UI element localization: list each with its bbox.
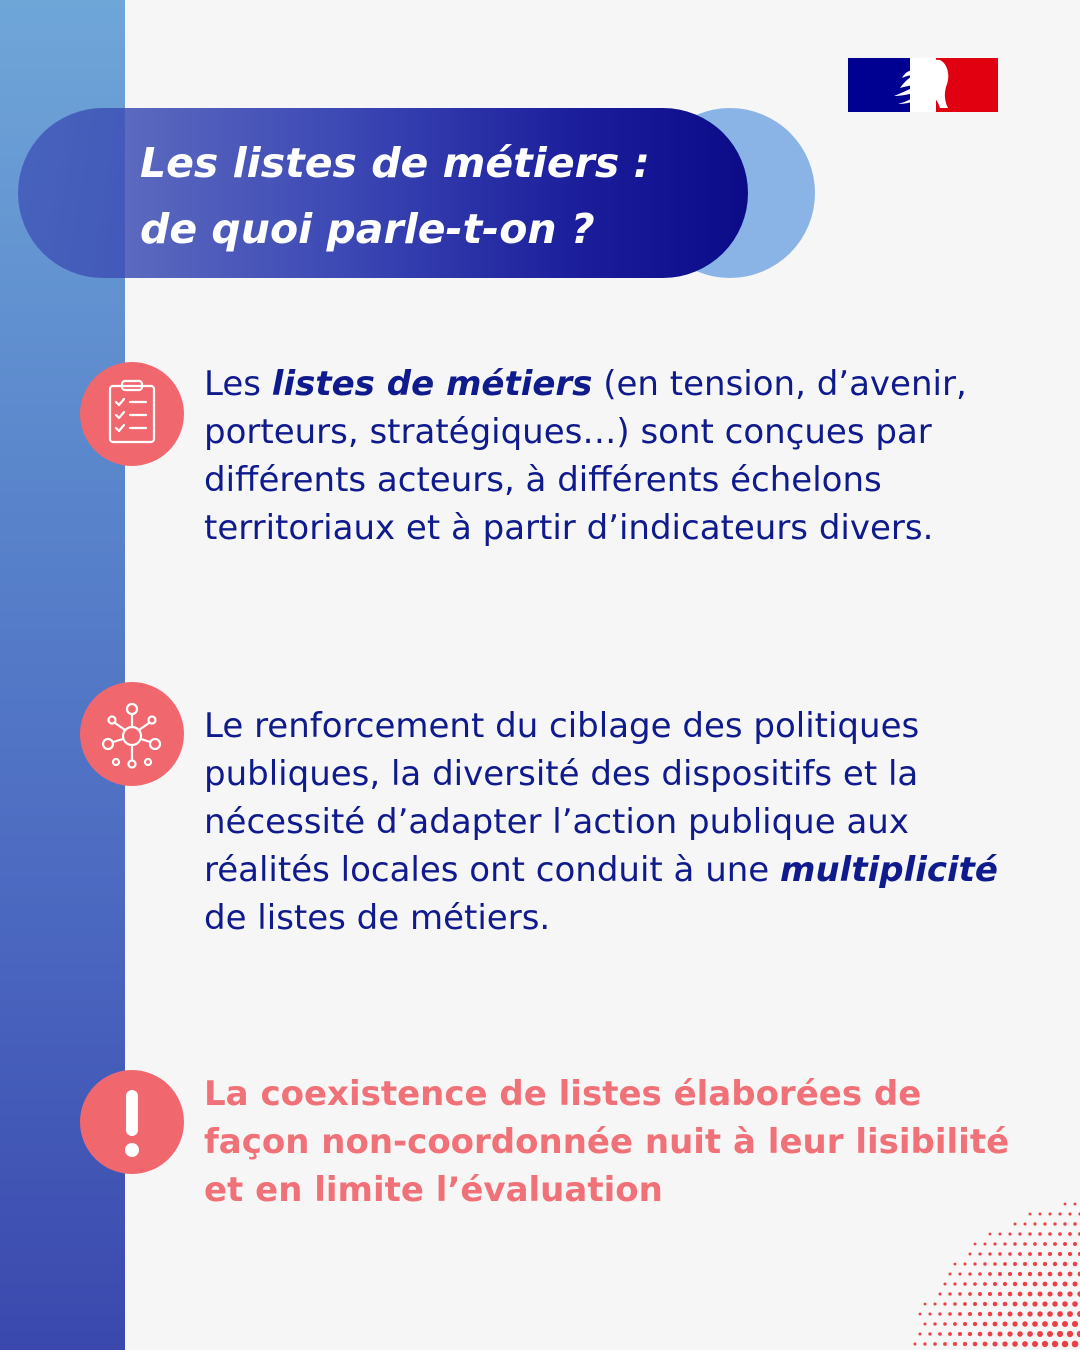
- decorative-dot: [1073, 1262, 1078, 1267]
- decorative-dot: [1008, 1272, 1012, 1276]
- decorative-dot: [1003, 1322, 1008, 1327]
- decorative-dot: [1072, 1321, 1078, 1327]
- decorative-dot: [1023, 1262, 1027, 1266]
- decorative-dot: [998, 1252, 1001, 1255]
- decorative-dot: [1058, 1232, 1062, 1236]
- decorative-dot: [993, 1322, 998, 1327]
- decorative-dot: [1012, 1321, 1017, 1326]
- decorative-dot: [1028, 1292, 1033, 1297]
- decorative-dot: [998, 1272, 1002, 1276]
- decorative-dot: [983, 1342, 988, 1347]
- decorative-dot: [1043, 1242, 1047, 1246]
- decorative-dot: [1052, 1301, 1057, 1306]
- decorative-dot: [958, 1272, 961, 1275]
- decorative-dot: [963, 1262, 966, 1265]
- decorative-dot: [1068, 1212, 1071, 1215]
- decorative-dot: [1042, 1341, 1048, 1347]
- decorative-dot: [1057, 1291, 1062, 1296]
- paragraph-1-emphasis: listes de métiers: [271, 364, 593, 404]
- decorative-dot: [948, 1332, 952, 1336]
- decorative-dot: [938, 1332, 942, 1336]
- decorative-dot: [953, 1282, 956, 1285]
- decorative-dot: [1067, 1291, 1072, 1296]
- decorative-dot: [1018, 1252, 1022, 1256]
- decorative-dot: [1003, 1282, 1007, 1286]
- decorative-dot: [1028, 1232, 1031, 1235]
- decorative-dot: [1032, 1321, 1038, 1327]
- decorative-dot: [1063, 1242, 1067, 1246]
- decorative-dot: [1063, 1222, 1066, 1225]
- paragraph-2-start: Le renforcement du ciblage des politiques publiques, la diversité des dispositifs et la nécessité d’adapter l’action publique aux réalités locales ont conduit à une: [204, 706, 920, 890]
- paragraph-2-end: de listes de métiers.: [204, 898, 551, 938]
- decorative-dot: [948, 1312, 952, 1316]
- paragraph-1-start: Les: [204, 364, 272, 404]
- decorative-dot: [983, 1282, 987, 1286]
- decorative-dot: [1008, 1252, 1012, 1256]
- decorative-dot: [958, 1332, 962, 1336]
- decorative-dot: [1063, 1262, 1067, 1266]
- decorative-dot: [1042, 1301, 1047, 1306]
- decorative-dot: [998, 1292, 1002, 1296]
- paragraph-multiplicite: [204, 702, 1004, 942]
- decorative-dot: [1048, 1252, 1052, 1256]
- decorative-dot: [1057, 1331, 1063, 1337]
- decorative-dot: [1012, 1341, 1018, 1347]
- decorative-dot: [1027, 1311, 1032, 1316]
- decorative-dot: [928, 1312, 931, 1315]
- decorative-dot: [1002, 1341, 1007, 1346]
- page-title-line-2: de quoi parle-t-on ?: [140, 205, 595, 253]
- decorative-dot: [1013, 1302, 1018, 1307]
- decorative-dot: [1052, 1341, 1058, 1347]
- decorative-dot: [978, 1292, 982, 1296]
- decorative-dot: [1068, 1232, 1072, 1236]
- decorative-dot: [1043, 1282, 1048, 1287]
- decorative-dot: [1047, 1291, 1052, 1296]
- checklist-clipboard-icon: [80, 362, 184, 466]
- decorative-dot: [1053, 1262, 1057, 1266]
- decorative-dot: [974, 1243, 977, 1246]
- decorative-dot: [919, 1313, 922, 1316]
- decorative-dot: [1053, 1222, 1056, 1225]
- decorative-dot: [997, 1331, 1002, 1336]
- decorative-dot: [1018, 1292, 1023, 1297]
- decorative-dot: [928, 1332, 931, 1335]
- decorative-dot: [989, 1233, 992, 1236]
- decorative-dot: [1013, 1282, 1017, 1286]
- decorative-dot: [968, 1312, 972, 1316]
- decorative-dot: [948, 1292, 951, 1295]
- decorative-dot: [944, 1283, 947, 1286]
- paragraph-listes-de-metiers: [204, 360, 1004, 552]
- decorative-dot: [1023, 1222, 1026, 1225]
- decorative-dot: [1029, 1213, 1032, 1216]
- decorative-dot: [1008, 1292, 1013, 1297]
- decorative-dot: [1023, 1302, 1028, 1307]
- decorative-dot-pattern: [870, 1200, 1080, 1350]
- decorative-dot: [1073, 1242, 1077, 1246]
- decorative-dot: [973, 1302, 977, 1306]
- decorative-dot: [943, 1322, 947, 1326]
- decorative-dot: [1064, 1203, 1067, 1206]
- decorative-dot: [968, 1332, 972, 1336]
- decorative-dot: [973, 1322, 977, 1326]
- decorative-dot: [1018, 1232, 1021, 1235]
- decorative-dot: [988, 1272, 992, 1276]
- decorative-dot: [1042, 1321, 1048, 1327]
- decorative-dot: [973, 1262, 976, 1265]
- decorative-dot: [983, 1262, 986, 1265]
- decorative-dot: [983, 1302, 987, 1306]
- decorative-dot: [1062, 1321, 1068, 1327]
- decorative-dot: [924, 1303, 927, 1306]
- decorative-dot: [933, 1302, 936, 1305]
- decorative-dot: [1067, 1331, 1073, 1337]
- decorative-dot: [1072, 1281, 1077, 1286]
- decorative-dot: [1013, 1242, 1016, 1245]
- decorative-dot: [1022, 1341, 1028, 1347]
- decorative-dot: [958, 1312, 962, 1316]
- decorative-dot: [1008, 1312, 1013, 1317]
- decorative-dot: [1053, 1282, 1058, 1287]
- decorative-dot: [993, 1302, 997, 1306]
- decorative-dot: [998, 1312, 1003, 1317]
- decorative-dot: [973, 1282, 977, 1286]
- decorative-dot: [1057, 1311, 1063, 1317]
- decorative-dot: [953, 1302, 957, 1306]
- decorative-dot: [1067, 1311, 1073, 1317]
- decorative-dot: [988, 1332, 993, 1337]
- decorative-dot: [1038, 1272, 1043, 1277]
- decorative-dot: [1043, 1262, 1047, 1266]
- paragraph-1-end: (en tension, d’avenir, porteurs, stratégiques…) sont conçues par différents acteurs, à différents échelons territoriaux et à partir d’indicateurs divers.: [204, 364, 967, 548]
- decorative-dot: [1014, 1223, 1017, 1226]
- decorative-dot: [1023, 1242, 1027, 1246]
- decorative-dot: [1032, 1301, 1037, 1306]
- decorative-dot: [969, 1253, 972, 1256]
- marianne-logo: [848, 58, 998, 112]
- decorative-dot: [1073, 1222, 1076, 1225]
- network-nodes-icon: [80, 682, 184, 786]
- decorative-dot: [1062, 1301, 1068, 1307]
- decorative-dot: [1048, 1272, 1053, 1277]
- decorative-dot: [918, 1332, 921, 1335]
- decorative-dot: [993, 1242, 996, 1245]
- decorative-dot: [923, 1322, 926, 1325]
- decorative-dot: [983, 1322, 988, 1327]
- decorative-dot: [1062, 1341, 1069, 1348]
- decorative-dot: [1058, 1272, 1063, 1277]
- decorative-dot: [949, 1273, 952, 1276]
- decorative-dot: [1003, 1242, 1006, 1245]
- decorative-dot: [1033, 1282, 1038, 1287]
- decorative-dot: [1027, 1331, 1033, 1337]
- decorative-dot: [953, 1322, 957, 1326]
- decorative-dot: [1053, 1242, 1057, 1246]
- decorative-dot: [1007, 1331, 1012, 1336]
- decorative-dot: [1072, 1341, 1079, 1348]
- decorative-dot: [1049, 1213, 1052, 1216]
- decorative-dot: [978, 1332, 983, 1337]
- decorative-dot: [1033, 1242, 1037, 1246]
- decorative-dot: [1068, 1272, 1073, 1277]
- exclamation-icon: [80, 1070, 184, 1174]
- decorative-dot: [954, 1263, 957, 1266]
- decorative-dot: [1043, 1222, 1046, 1225]
- decorative-dot: [993, 1262, 997, 1266]
- decorative-dot: [1047, 1331, 1053, 1337]
- decorative-dot: [1033, 1222, 1036, 1225]
- decorative-dot: [1017, 1311, 1022, 1316]
- decorative-dot: [963, 1322, 967, 1326]
- decorative-dot: [963, 1302, 967, 1306]
- decorative-dot: [1058, 1252, 1062, 1256]
- decorative-dot: [978, 1252, 981, 1255]
- decorative-dot: [1023, 1282, 1028, 1287]
- decorative-dot: [943, 1302, 946, 1305]
- decorative-dot: [973, 1342, 978, 1347]
- decorative-dot: [1037, 1331, 1043, 1337]
- decorative-dot: [1052, 1321, 1058, 1327]
- decorative-dot: [938, 1312, 941, 1315]
- decorative-dot: [993, 1282, 997, 1286]
- decorative-dot: [963, 1342, 967, 1346]
- decorative-dot: [1047, 1311, 1053, 1317]
- decorative-dot: [963, 1282, 966, 1285]
- decorative-dot: [1068, 1252, 1072, 1256]
- page-title-line-1: Les listes de métiers :: [140, 139, 650, 187]
- decorative-dot: [968, 1272, 971, 1275]
- decorative-dot: [933, 1322, 936, 1325]
- decorative-dot: [943, 1342, 947, 1346]
- decorative-dot: [1018, 1272, 1022, 1276]
- decorative-dot: [992, 1341, 997, 1346]
- decorative-dot: [1048, 1232, 1052, 1236]
- decorative-dot: [1074, 1203, 1077, 1206]
- decorative-dot: [978, 1312, 982, 1316]
- decorative-dot: [958, 1292, 961, 1295]
- decorative-dot: [914, 1343, 917, 1346]
- warning-statement: La coexistence de listes élaborées de façon non-coordonnée nuit à leur lisibilité et en limite l’évaluation: [204, 1074, 1010, 1210]
- decorative-dot: [938, 1292, 941, 1295]
- decorative-dot: [1028, 1272, 1032, 1276]
- decorative-dot: [923, 1342, 926, 1345]
- decorative-dot: [1072, 1301, 1078, 1307]
- decorative-dot: [1038, 1232, 1041, 1235]
- paragraph-2-emphasis: multiplicité: [780, 850, 998, 890]
- decorative-dot: [1032, 1341, 1038, 1347]
- page-title: [140, 130, 700, 262]
- decorative-dot: [988, 1252, 991, 1255]
- decorative-dot: [978, 1272, 982, 1276]
- decorative-dot: [1039, 1213, 1042, 1216]
- decorative-dot: [1063, 1282, 1068, 1287]
- decorative-dot: [1003, 1302, 1008, 1307]
- decorative-dot: [933, 1342, 937, 1346]
- decorative-dot: [984, 1243, 987, 1246]
- decorative-dot: [1003, 1262, 1007, 1266]
- decorative-dot: [1008, 1232, 1011, 1235]
- decorative-dot: [1033, 1262, 1037, 1266]
- decorative-dot: [1038, 1252, 1042, 1256]
- decorative-dot: [1038, 1292, 1043, 1297]
- decorative-dot: [988, 1292, 992, 1296]
- decorative-dot: [1037, 1311, 1042, 1316]
- decorative-dot: [1013, 1262, 1017, 1266]
- decorative-dot: [999, 1233, 1002, 1236]
- decorative-dot: [988, 1312, 993, 1317]
- decorative-dot: [953, 1342, 957, 1346]
- decorative-dot: [1022, 1321, 1027, 1326]
- decorative-dot: [1017, 1331, 1023, 1337]
- decorative-dot: [1058, 1212, 1061, 1215]
- decorative-dot: [968, 1292, 972, 1296]
- decorative-dot: [1028, 1252, 1032, 1256]
